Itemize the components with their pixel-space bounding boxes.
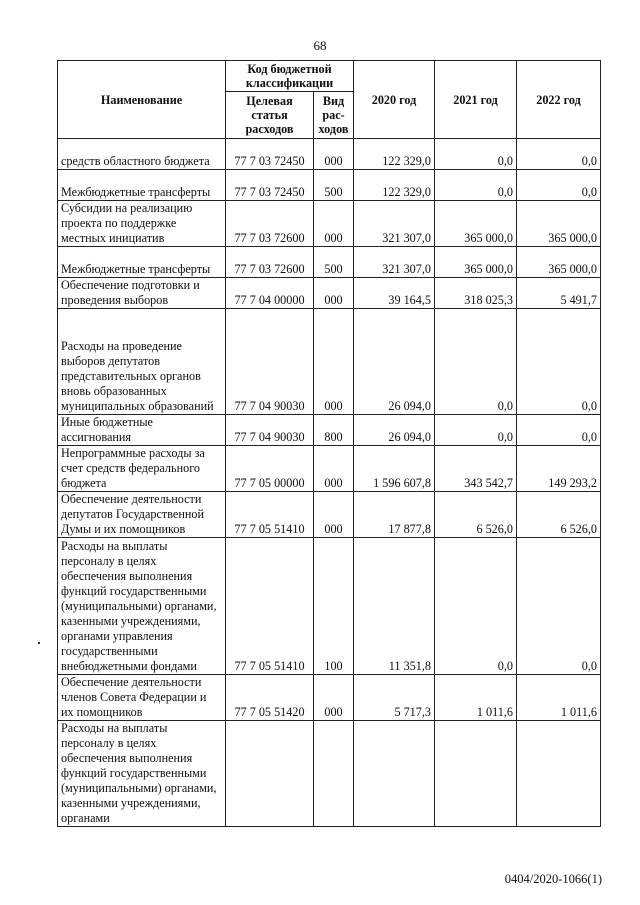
table-row [58, 492, 601, 538]
row-2020: 122 329,0 [354, 170, 435, 201]
row-2021: 0,0 [435, 309, 517, 415]
row-name: Обеспечение деятельности членов Совета Федерации и их помощников [58, 675, 226, 721]
row-2022: 365 000,0 [517, 201, 601, 247]
row-vid: 000 [314, 492, 354, 538]
page-number: 68 [313, 38, 327, 53]
row-2020: 26 094,0 [354, 415, 435, 446]
table-row [58, 309, 601, 415]
row-2022: 5 491,7 [517, 278, 601, 309]
row-code: 77 7 04 00000 [226, 278, 314, 309]
row-2022: 6 526,0 [517, 492, 601, 538]
row-vid: 100 [314, 538, 354, 675]
row-2022: 0,0 [517, 538, 601, 675]
row-code: 77 7 04 90030 [226, 309, 314, 415]
row-2021: 0,0 [435, 139, 517, 170]
row-vid: 000 [314, 309, 354, 415]
row-2021: 318 025,3 [435, 278, 517, 309]
row-name: Обеспечение деятельности депутатов Государственной Думы и их помощников [58, 492, 226, 538]
row-name: Непрограммные расходы за счет средств федерального бюджета [58, 446, 226, 492]
table-row [58, 446, 601, 492]
row-2022: 0,0 [517, 309, 601, 415]
row-2021: 365 000,0 [435, 247, 517, 278]
row-name: Иные бюджетные ассигнования [58, 415, 226, 446]
table-row [58, 675, 601, 721]
row-2020: 122 329,0 [354, 139, 435, 170]
row-code [226, 721, 314, 827]
row-2022 [517, 721, 601, 827]
row-name: средств областного бюджета [58, 139, 226, 170]
row-vid: 800 [314, 415, 354, 446]
table-row [58, 201, 601, 247]
row-2020: 5 717,3 [354, 675, 435, 721]
row-2020: 11 351,8 [354, 538, 435, 675]
table-row [58, 415, 601, 446]
row-name: Расходы на выплаты персоналу в целях обеспечения выполнения функций государственными (муниципальными) органами, казенными учреждениями, органами [58, 721, 226, 827]
row-2020: 321 307,0 [354, 201, 435, 247]
budget-table [57, 60, 601, 827]
row-vid: 000 [314, 201, 354, 247]
row-2021: 0,0 [435, 415, 517, 446]
table-row [58, 278, 601, 309]
row-2022: 0,0 [517, 139, 601, 170]
row-2020: 39 164,5 [354, 278, 435, 309]
row-vid: 000 [314, 675, 354, 721]
row-2021: 343 542,7 [435, 446, 517, 492]
row-2020: 17 877,8 [354, 492, 435, 538]
row-name: Обеспечение подготовки и проведения выборов [58, 278, 226, 309]
row-vid: 000 [314, 139, 354, 170]
row-2020: 1 596 607,8 [354, 446, 435, 492]
row-code: 77 7 04 90030 [226, 415, 314, 446]
row-name: Расходы на выплаты персоналу в целях обеспечения выполнения функций государственными (муниципальными) органами, казенными учреждениями, органами управления государственными внебюджетными фондами [58, 538, 226, 675]
row-code: 77 7 03 72600 [226, 201, 314, 247]
row-name: Межбюджетные трансферты [58, 170, 226, 201]
header-article: Целевая статья расходов [226, 92, 314, 139]
row-code: 77 7 03 72450 [226, 170, 314, 201]
row-vid: 500 [314, 247, 354, 278]
row-2020 [354, 721, 435, 827]
row-name: Межбюджетные трансферты [58, 247, 226, 278]
row-vid: 000 [314, 278, 354, 309]
row-2022: 0,0 [517, 415, 601, 446]
table-body [58, 139, 601, 827]
row-code: 77 7 05 51420 [226, 675, 314, 721]
row-2021: 6 526,0 [435, 492, 517, 538]
row-2021: 1 011,6 [435, 675, 517, 721]
table-row [58, 247, 601, 278]
row-2020: 321 307,0 [354, 247, 435, 278]
row-code: 77 7 05 00000 [226, 446, 314, 492]
row-code: 77 7 03 72450 [226, 139, 314, 170]
row-2021 [435, 721, 517, 827]
row-2021: 0,0 [435, 170, 517, 201]
header-2021: 2021 год [435, 61, 517, 139]
header-2020: 2020 год [354, 61, 435, 139]
row-code: 77 7 05 51410 [226, 492, 314, 538]
document-id: 0404/2020-1066(1) [504, 872, 602, 886]
row-2022: 0,0 [517, 170, 601, 201]
row-code: 77 7 03 72600 [226, 247, 314, 278]
table-row [58, 170, 601, 201]
row-vid [314, 721, 354, 827]
header-vid: Вид рас-ходов [314, 92, 354, 139]
header-2022: 2022 год [517, 61, 601, 139]
scan-speck [38, 642, 40, 644]
row-2022: 365 000,0 [517, 247, 601, 278]
row-name: Субсидии на реализацию проекта по поддержке местных инициатив [58, 201, 226, 247]
row-2020: 26 094,0 [354, 309, 435, 415]
row-vid: 000 [314, 446, 354, 492]
table-row [58, 139, 601, 170]
row-2021: 0,0 [435, 538, 517, 675]
row-name: Расходы на проведение выборов депутатов представительных органов вновь образованных муниципальных образований [58, 309, 226, 415]
header-code-group: Код бюджетной классификации [226, 61, 354, 92]
row-code: 77 7 05 51410 [226, 538, 314, 675]
table-row [58, 721, 601, 827]
row-2021: 365 000,0 [435, 201, 517, 247]
row-vid: 500 [314, 170, 354, 201]
table-row [58, 538, 601, 675]
header-name: Наименование [58, 61, 226, 139]
row-2022: 149 293,2 [517, 446, 601, 492]
row-2022: 1 011,6 [517, 675, 601, 721]
